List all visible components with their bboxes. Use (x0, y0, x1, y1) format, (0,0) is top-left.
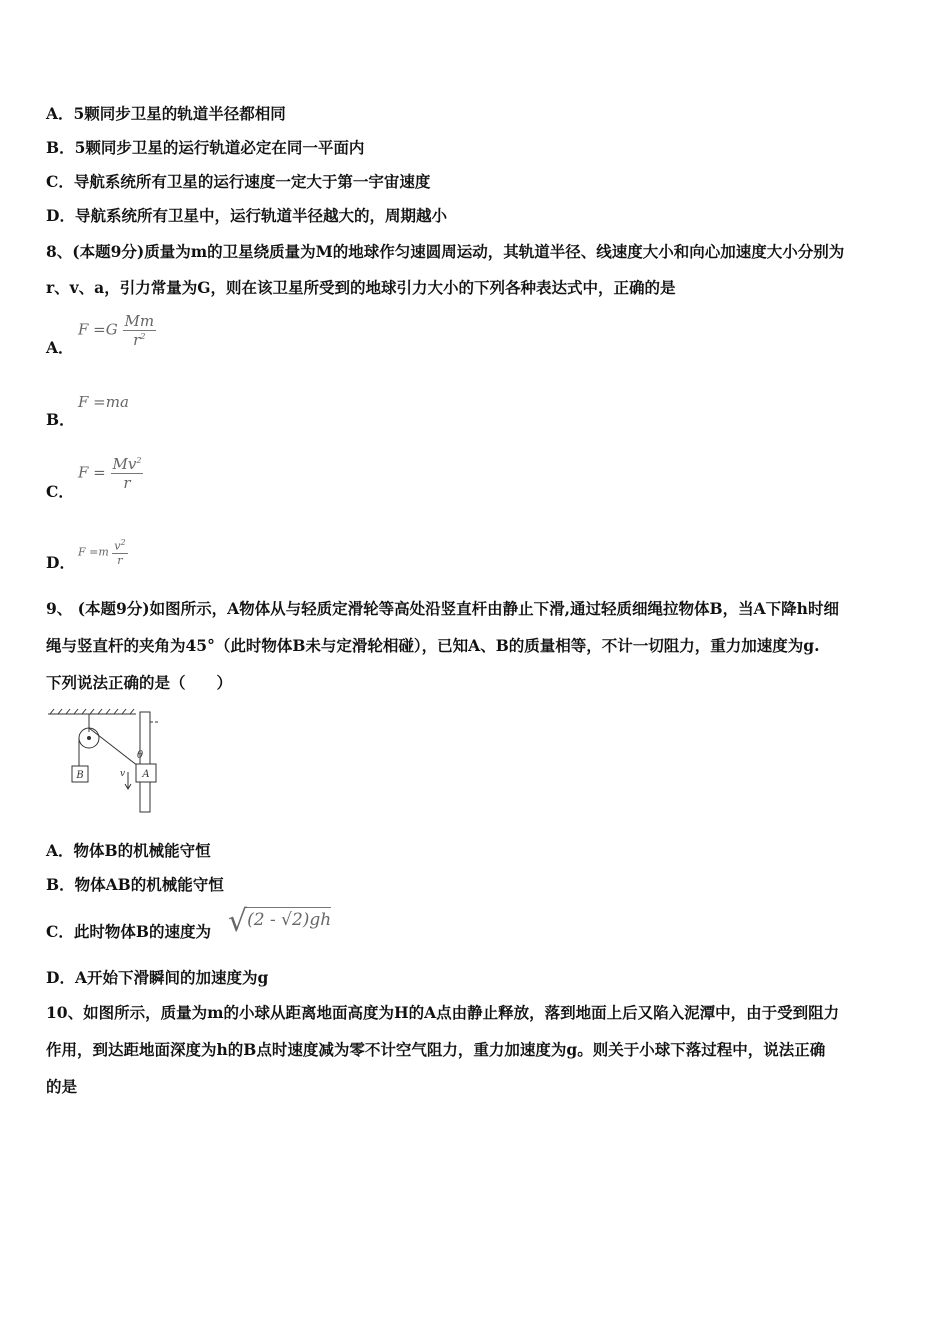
q7-option-c: C．导航系统所有卫星的运行速度一定大于第一宇宙速度 (46, 172, 431, 191)
q8-formula-d-den: r (117, 553, 123, 567)
q9-option-d: D．A开始下滑瞬间的加速度为g (46, 968, 269, 987)
block-a-label: A (142, 769, 150, 780)
rope-to-a (89, 728, 138, 766)
q8-formula-c-num: Mv (112, 455, 137, 473)
q8-formula-a-den: r (133, 331, 141, 349)
pulley-axle (87, 736, 91, 740)
q8-formula-d (78, 538, 128, 567)
q8-stem-line2: r、v、a，引力常量为G，则在该卫星所受到的地球引力大小的下列各种表达式中，正确的是 (46, 278, 676, 297)
angle-theta-label: θ (137, 750, 144, 761)
q8-stem-line1: 8、(本题9分)质量为m的卫星绕质量为M的地球作匀速圆周运动，其轨道半径、线速度大小和向心加速度大小分别为 (46, 242, 845, 261)
q7-option-d: D．导航系统所有卫星中，运行轨道半径越大的，周期越小 (46, 206, 447, 225)
q8-formula-c-fraction (111, 455, 144, 492)
q10-stem-line2: 作用，到达距地面深度为h的B点时速度减为零不计空气阻力，重力加速度为g。则关于小球下落过程中，说法正确 (46, 1040, 826, 1059)
q8-formula-c (78, 455, 143, 492)
q8-formula-a-exp: 2 (140, 332, 146, 341)
q8-formula-c-lhs: F = (78, 463, 106, 482)
q9-option-a: A．物体B的机械能守恒 (46, 841, 211, 860)
q8-formula-c-exp: 2 (136, 456, 142, 465)
q9-pulley-figure (44, 706, 164, 814)
q9-stem-line3: 下列说法正确的是（ ） (46, 673, 233, 692)
block-b-label: B (76, 770, 84, 781)
q8-formula-a (78, 312, 156, 349)
q9-stem-line2: 绳与竖直杆的夹角为45°（此时物体B未与定滑轮相碰），已知A、B的质量相等，不计一切阻力，重力加速度为g. (46, 636, 820, 655)
q8-formula-d-lhs: F =m (78, 545, 109, 559)
q7-option-b: B．5颗同步卫星的运行轨道必定在同一平面内 (46, 138, 365, 157)
q9-option-c-formula-radicand: (2 - √2)gh (247, 907, 331, 930)
q9-option-c-formula (228, 904, 331, 939)
q9-option-b: B．物体AB的机械能守恒 (46, 875, 224, 894)
ceiling-hatch (48, 709, 136, 714)
q8-formula-a-fraction (123, 312, 157, 349)
q9-option-c: C．此时物体B的速度为 (46, 922, 211, 941)
q8-formula-a-num: Mm (124, 312, 155, 330)
vertical-rod (140, 712, 150, 812)
q8-formula-a-lhs: F =G (78, 320, 118, 339)
q8-option-d-label: D． (46, 553, 75, 572)
q8-formula-d-fraction (112, 538, 127, 567)
q7-option-a: A．5颗同步卫星的轨道半径都相同 (46, 104, 286, 123)
q10-stem-line1: 10、如图所示，质量为m的小球从距离地面高度为H的A点由静止释放，落到地面上后又陷入泥潭中，由于受到阻力 (46, 1003, 840, 1022)
q8-option-b-label: B． (46, 410, 75, 429)
q8-formula-b: F =ma (78, 393, 129, 411)
q8-formula-d-exp: 2 (120, 538, 126, 547)
q8-formula-c-den: r (123, 474, 131, 492)
sqrt-icon: √ (228, 904, 248, 939)
q10-stem-line3: 的是 (46, 1077, 78, 1096)
q9-stem-line1: 9、 (本题9分)如图所示，A物体从与轻质定滑轮等高处沿竖直杆由静止下滑,通过轻质细绳拉物体B，当A下降h时细 (46, 599, 839, 618)
q8-formula-d-num: v (114, 539, 121, 553)
q8-option-a-label: A． (46, 338, 74, 357)
velocity-label: v (120, 769, 126, 779)
q8-option-c-label: C． (46, 482, 74, 501)
